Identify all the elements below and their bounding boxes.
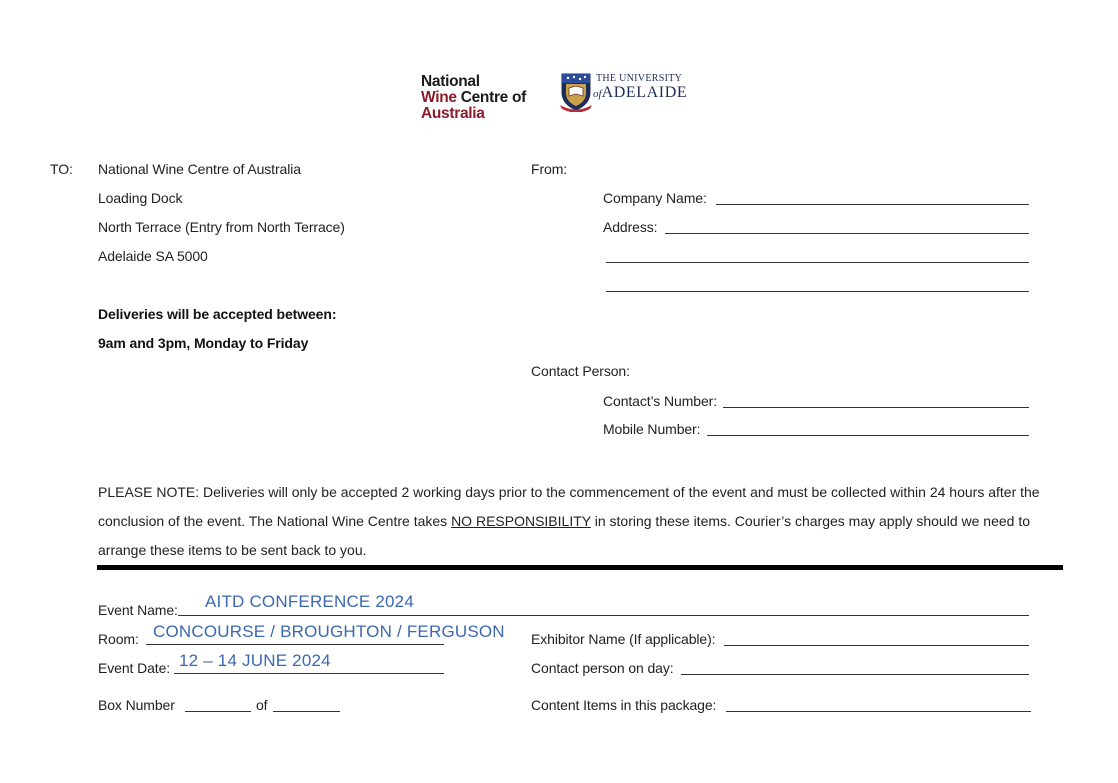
to-address-line-3: North Terrace (Entry from North Terrace) xyxy=(98,219,345,235)
company-name-label: Company Name: xyxy=(603,190,707,206)
event-name-field[interactable] xyxy=(178,615,1029,616)
university-name-small: THE UNIVERSITY xyxy=(596,73,683,84)
room-label: Room: xyxy=(98,631,139,647)
address-field-line-3[interactable] xyxy=(606,291,1029,292)
to-address-line-4: Adelaide SA 5000 xyxy=(98,248,208,264)
content-items-field[interactable] xyxy=(726,711,1031,712)
logo-line-australia: Australia xyxy=(421,105,485,122)
event-date-value: 12 – 14 JUNE 2024 xyxy=(179,651,331,670)
university-adelaide: ADELAIDE xyxy=(601,84,688,101)
event-date-label: Event Date: xyxy=(98,660,171,676)
delivery-hours-heading: Deliveries will be accepted between: xyxy=(98,306,337,322)
logo-word-centre: Centre of xyxy=(456,89,527,106)
section-divider xyxy=(97,565,1063,570)
company-name-field[interactable] xyxy=(716,204,1029,205)
content-items-label: Content Items in this package: xyxy=(531,697,717,713)
note-text-part-2: in storing these items. Courier’s charges may apply should we need to arrange these items to be sent back to you. xyxy=(98,513,1030,558)
event-date-field[interactable] xyxy=(174,673,444,674)
contacts-number-label: Contact’s Number: xyxy=(603,393,717,409)
event-name-label: Event Name: xyxy=(98,602,178,618)
logo-line-wine-centre xyxy=(421,90,526,106)
address-field-line-2[interactable] xyxy=(606,262,1029,263)
to-label: TO: xyxy=(50,161,73,177)
exhibitor-name-field[interactable] xyxy=(724,645,1029,646)
contact-person-label: Contact Person: xyxy=(531,363,630,379)
please-note-paragraph xyxy=(98,478,1063,565)
address-field-line-1[interactable] xyxy=(665,233,1029,234)
contacts-number-field[interactable] xyxy=(723,407,1029,408)
mobile-number-field[interactable] xyxy=(707,435,1029,436)
box-number-label: Box Number xyxy=(98,697,175,713)
room-value: CONCOURSE / BROUGHTON / FERGUSON xyxy=(153,622,505,641)
no-responsibility-text: NO RESPONSIBILITY xyxy=(451,513,591,529)
note-text-part-1: PLEASE NOTE: Deliveries will only be accepted 2 working days prior to the commencement of the event and must be collected within 24 hours after the conclusion of the event. The National Wine Centre takes xyxy=(98,484,1040,529)
national-wine-centre-logo xyxy=(421,74,526,122)
room-field[interactable] xyxy=(146,644,444,645)
box-of-label: of xyxy=(256,697,268,713)
from-label: From: xyxy=(531,161,568,177)
logo-word-wine: Wine xyxy=(421,89,457,106)
contact-on-day-label: Contact person on day: xyxy=(531,660,674,676)
delivery-hours-days: 9am and 3pm, Monday to Friday xyxy=(98,335,309,351)
to-address-line-2: Loading Dock xyxy=(98,190,183,206)
exhibitor-name-label: Exhibitor Name (If applicable): xyxy=(531,631,716,647)
logo-line-national: National xyxy=(421,73,480,90)
box-number-field[interactable] xyxy=(185,711,251,712)
event-name-value: AITD CONFERENCE 2024 xyxy=(205,592,414,611)
mobile-number-label: Mobile Number: xyxy=(603,421,701,437)
university-of: of xyxy=(593,88,602,100)
university-crest-icon xyxy=(559,72,593,112)
address-label: Address: xyxy=(603,219,658,235)
contact-on-day-field[interactable] xyxy=(681,674,1029,675)
university-name-large xyxy=(593,84,687,102)
to-address-line-1: National Wine Centre of Australia xyxy=(98,161,301,177)
box-total-field[interactable] xyxy=(273,711,340,712)
